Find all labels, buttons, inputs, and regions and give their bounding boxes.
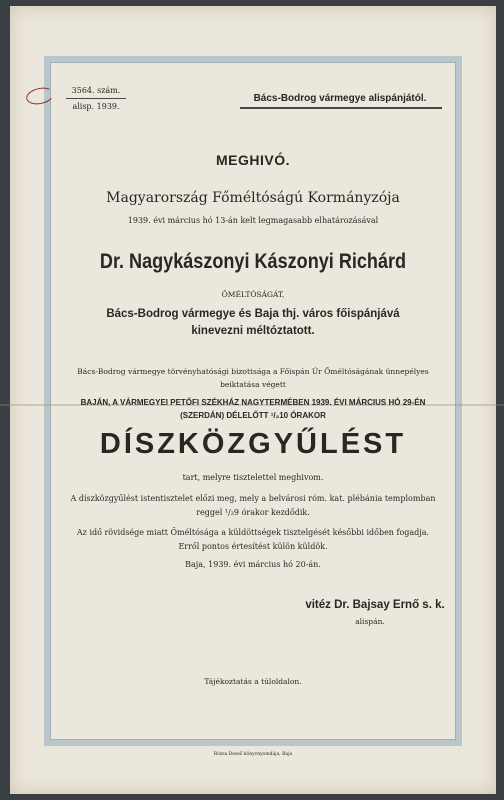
document-title: MEGHIVÓ.: [215, 152, 290, 168]
appointment-line-1: Bács-Bodrog vármegye és Baja thj. város főispánjává: [106, 308, 400, 320]
signer-role: alispán.: [355, 617, 385, 626]
issuer-heading: Bács-Bodrog vármegye alispánjától.: [253, 93, 427, 104]
dateline: Baja, 1939. évi március hó 20-án.: [185, 560, 321, 569]
regent-line: Magyarország Főméltóságú Kormányzója: [106, 190, 400, 206]
signer-name: vitéz Dr. Bajsay Ernő s. k.: [305, 599, 445, 611]
body-line-5: Erről pontos értesítést külön küldök.: [178, 542, 328, 551]
reference-year: alisp. 1939.: [72, 102, 120, 111]
intro-line-2: beiktatása végett: [220, 380, 286, 389]
body-line-2: A díszközgyűlést istentisztelet előzi meg, mely a belvárosi róm. kat. plébánia templomban: [70, 494, 436, 503]
event-title: DÍSZKÖZGYŰLÉST: [99, 428, 407, 460]
body-line-4: Az idő rövidsége miatt Őméltósága a küldöttségek tisztelgését későbbi időben fogadja.: [76, 528, 430, 537]
intro-line-1: Bács-Bodrog vármegye törvényhatósági bizottsága a Főispán Úr Őméltóságának ünnepélyes: [77, 367, 429, 376]
reference-number: 3564. szám.: [71, 86, 121, 95]
body-line-3: reggel ¹/₂9 órakor kezdődik.: [196, 508, 310, 517]
appointee-name: Dr. Nagykászonyi Kászonyi Richárd: [99, 250, 407, 273]
venue-line-1: BAJÁN, A VÁRMEGYEI PETŐFI SZÉKHÁZ NAGYTERMÉBEN 1939. ÉVI MÁRCIUS HÓ 29-ÉN: [80, 398, 426, 407]
appointment-line-2: kinevezni méltóztatott.: [191, 325, 315, 337]
venue-line-2: (SZERDÁN) DÉLELŐTT ¹/₂10 ÓRAKOR: [180, 411, 326, 420]
reverse-side-note: Tájékoztatás a túloldalon.: [204, 677, 302, 686]
printer-imprint: Rózsa Dezső könyvnyomdája, Baja: [213, 752, 293, 757]
decree-line: 1939. évi március hó 13-án kelt legmagasabb elhatározásával: [127, 216, 379, 225]
issuer-underline: [240, 107, 442, 109]
honorific-line: ŐMÉLTÓSÁGÁT,: [221, 290, 285, 299]
reference-divider: [66, 98, 126, 99]
body-line-1: tart, melyre tisztelettel meghivom.: [182, 473, 324, 482]
